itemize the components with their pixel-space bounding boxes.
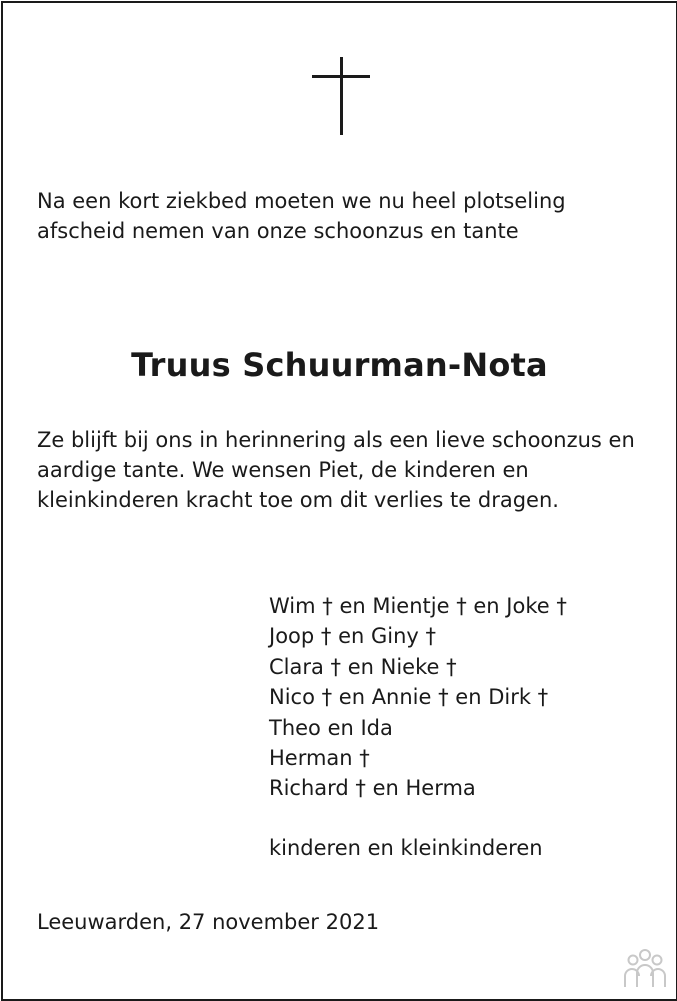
signer-line: Wim † en Mientje † en Joke † bbox=[269, 594, 567, 618]
signer-line: Clara † en Nieke † bbox=[269, 654, 457, 679]
signer-line: Theo en Ida bbox=[269, 715, 393, 740]
memorial-text bbox=[37, 425, 667, 515]
signer-line: Nico † en Annie † en Dirk † bbox=[269, 685, 549, 710]
signer-line: Joop † en Giny † bbox=[269, 624, 436, 649]
intro-line: Na een kort ziekbed moeten we nu heel plotseling bbox=[37, 189, 566, 213]
children-line: kinderen en kleinkinderen bbox=[269, 836, 543, 860]
people-group-icon bbox=[620, 947, 670, 989]
signer-line: Herman † bbox=[269, 746, 370, 771]
memorial-line: aardige tante. We wensen Piet, de kinderen en bbox=[37, 458, 529, 482]
memorial-line: Ze blijft bij ons in herinnering als een lieve schoonzus en bbox=[37, 428, 635, 452]
signer-line: Richard † en Herma bbox=[269, 776, 476, 801]
cross-icon bbox=[312, 57, 372, 137]
deceased-name: Truus Schuurman-Nota bbox=[131, 346, 548, 384]
signers-list bbox=[269, 591, 567, 804]
obituary-page bbox=[3, 3, 676, 999]
memorial-line: kleinkinderen kracht toe om dit verlies te dragen. bbox=[37, 488, 559, 512]
place-date: Leeuwarden, 27 november 2021 bbox=[37, 910, 380, 934]
intro-line: afscheid nemen van onze schoonzus en tante bbox=[37, 219, 519, 243]
obituary-frame bbox=[1, 1, 677, 1001]
intro-text bbox=[37, 186, 657, 246]
